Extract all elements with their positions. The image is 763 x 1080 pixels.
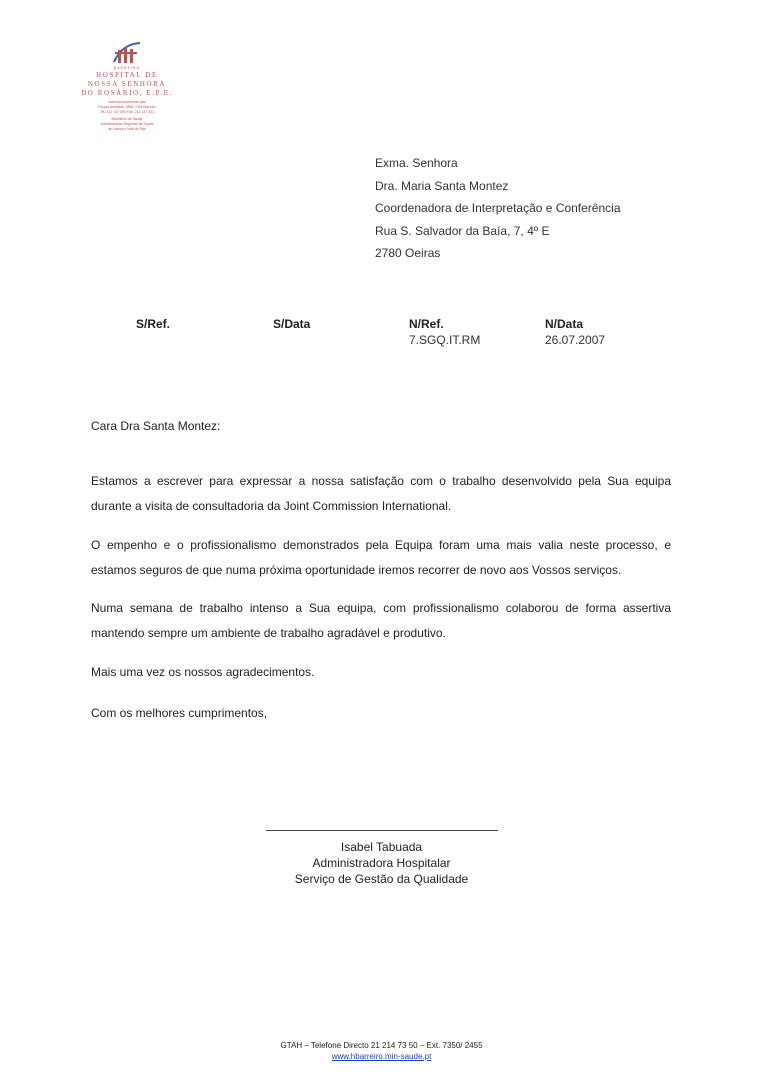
logo-ministry-line: de Lisboa e Vale do Tejo bbox=[107, 127, 146, 131]
logo-name-line: DO ROSÁRIO, E.P.E. bbox=[81, 89, 173, 97]
ref-label: S/Data bbox=[273, 317, 311, 331]
signature-block bbox=[0, 816, 763, 887]
logo-ministry-line: Administração Regional de Saúde bbox=[100, 122, 154, 126]
body-paragraph: Numa semana de trabalho intenso a Sua equipa, com profissionalismo colaborou de forma assertiva mantendo sempre um ambiente de trabalho agradável e produtivo. bbox=[91, 601, 671, 640]
footer-contact: GTAH – Telefone Directo 21 214 73 50 – Ext. 7350/ 2455 bbox=[280, 1041, 483, 1050]
footer bbox=[0, 1040, 763, 1062]
ref-your-reference bbox=[136, 316, 170, 332]
ref-label: N/Data bbox=[545, 317, 584, 331]
signature-department: Serviço de Gestão da Qualidade bbox=[294, 872, 469, 886]
ref-label: N/Ref. bbox=[409, 317, 444, 331]
recipient-line: Dra. Maria Santa Montez bbox=[375, 178, 509, 193]
recipient-line: Exma. Senhora bbox=[375, 156, 458, 170]
logo-address-line: Tel. 212 147 300 Fax: 212 147 301 bbox=[99, 110, 155, 114]
signature-line bbox=[266, 816, 498, 831]
body-paragraph: Estamos a escrever para expressar a nossa satisfação com o trabalho desenvolvido pela Sua equipa durante a visita de consultadoria da Joint Commission International. bbox=[91, 474, 671, 513]
recipient-line: Rua S. Salvador da Baía, 7, 4º E bbox=[375, 223, 550, 238]
logo-address bbox=[72, 100, 182, 115]
ref-your-date bbox=[273, 316, 310, 332]
footer-website-link[interactable]: www.hbarreiro.min-saude.pt bbox=[331, 1052, 432, 1061]
logo-small-text: BARREIRO bbox=[113, 66, 141, 70]
ref-our-reference bbox=[409, 316, 480, 348]
body-paragraph: Mais uma vez os nossos agradecimentos. bbox=[91, 665, 315, 679]
recipient-address bbox=[375, 152, 621, 265]
signature-name: Isabel Tabuada bbox=[340, 840, 423, 854]
ref-value: 26.07.2007 bbox=[545, 333, 606, 347]
logo-address-line: Forças Armadas, 2830 / 094 Barreiro bbox=[98, 105, 156, 109]
hospital-logo bbox=[72, 40, 182, 132]
ref-our-date bbox=[545, 316, 605, 348]
recipient-line: Coordenadora de Interpretação e Conferência bbox=[375, 201, 621, 215]
closing: Com os melhores cumprimentos, bbox=[91, 706, 268, 720]
hospital-emblem-icon bbox=[110, 40, 144, 66]
signature-title: Administradora Hospitalar bbox=[312, 856, 451, 870]
logo-address-line: Avenida Movimento das bbox=[108, 100, 146, 104]
logo-ministry-line: Ministério da Saúde bbox=[111, 117, 143, 121]
logo-name-line: HOSPITAL DE bbox=[96, 71, 158, 79]
ref-label: S/Ref. bbox=[136, 317, 171, 331]
ref-value: 7.SGQ.IT.RM bbox=[409, 333, 481, 347]
body-paragraph: O empenho e o profissionalismo demonstrados pela Equipa foram uma mais valia neste processo, e estamos seguros de que numa próxima oportunidade iremos recorrer de novo aos Vossos serviços. bbox=[91, 538, 671, 577]
salutation: Cara Dra Santa Montez: bbox=[91, 419, 221, 433]
logo-name-line: NOSSA SENHORA bbox=[87, 80, 167, 88]
recipient-line: 2780 Oeiras bbox=[375, 246, 441, 260]
logo-ministry bbox=[72, 117, 182, 132]
